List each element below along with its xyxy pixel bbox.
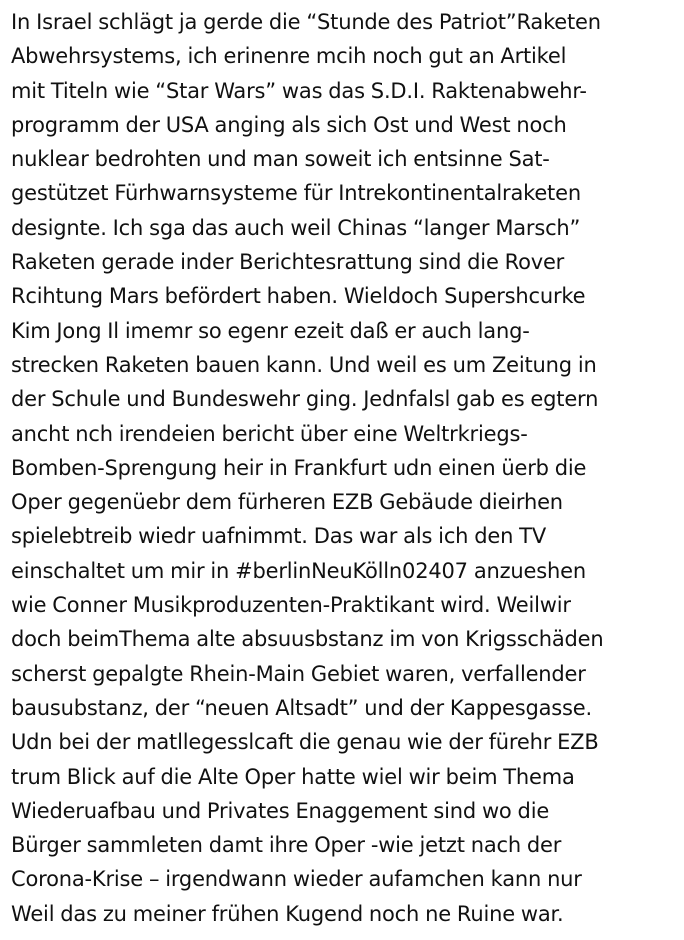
text-line: Bomben-Sprengung heir in Frankfurt udn einen üerb die [11, 455, 587, 480]
text-line: Abwehrsystems, ich erinenre mcih noch gut an Artikel [11, 44, 567, 69]
text-line: ancht nch irendeien bericht über eine Weltrkriegs- [11, 421, 528, 446]
text-line: einschaltet um mir in #berlinNeuKölln02407 anzueshen [11, 558, 586, 583]
text-line: Corona-Krise – irgendwann wieder aufamchen kann nur [11, 867, 582, 892]
document-text-block [11, 5, 681, 931]
text-line: nuklear bedrohten und man soweit ich entsinne Sat- [11, 147, 550, 172]
text-line: Rcihtung Mars befördert haben. Wieldoch Supershcurke [11, 284, 586, 309]
text-line: programm der USA anging als sich Ost und West noch [11, 112, 567, 137]
text-line: In Israel schlägt ja gerde die “Stunde des Patriot”Raketen [11, 10, 601, 34]
text-line: scherst gepalgte Rhein-Main Gebiet waren, verfallender [11, 661, 586, 686]
text-line: strecken Raketen bauen kann. Und weil es um Zeitung in [11, 352, 597, 377]
text-line: Wiederuafbau und Privates Enaggement sind wo die [11, 798, 550, 823]
text-line: gestützet Fürhwarnsysteme für Intrekontinentalraketen [11, 181, 581, 206]
text-line: der Schule und Bundeswehr ging. Jednfalsl gab es egtern [11, 387, 599, 412]
text-line: doch beimThema alte absuusbstanz im von Krigsschäden [11, 627, 604, 652]
text-line: wie Conner Musikproduzenten-Praktikant wird. Weilwir [11, 593, 571, 618]
text-line: trum Blick auf die Alte Oper hatte wiel wir beim Thema [11, 764, 575, 789]
text-line: spielebtreib wiedr uafnimmt. Das war als ich den TV [11, 524, 546, 549]
text-line: Raketen gerade inder Berichtesrattung sind die Rover [11, 250, 565, 275]
text-line: mit Titeln wie “Star Wars” was das S.D.I. Raktenabwehr- [11, 78, 587, 103]
text-line: Kim Jong Il imemr so egenr ezeit daß er auch lang- [11, 318, 530, 343]
text-line: designte. Ich sga das auch weil Chinas “langer Marsch” [11, 215, 581, 240]
text-line: Oper gegenüebr dem fürheren EZB Gebäude dieirhen [11, 490, 563, 515]
text-line: Weil das zu meiner frühen Kugend noch ne Ruine war. [11, 901, 564, 926]
text-line: Udn bei der matllegesslcaft die genau wie der fürehr EZB [11, 730, 599, 755]
text-line: Bürger sammleten damt ihre Oper -wie jetzt nach der [11, 833, 562, 858]
text-line: bausubstanz, der “neuen Altsadt” und der Kappesgasse. [11, 695, 592, 720]
